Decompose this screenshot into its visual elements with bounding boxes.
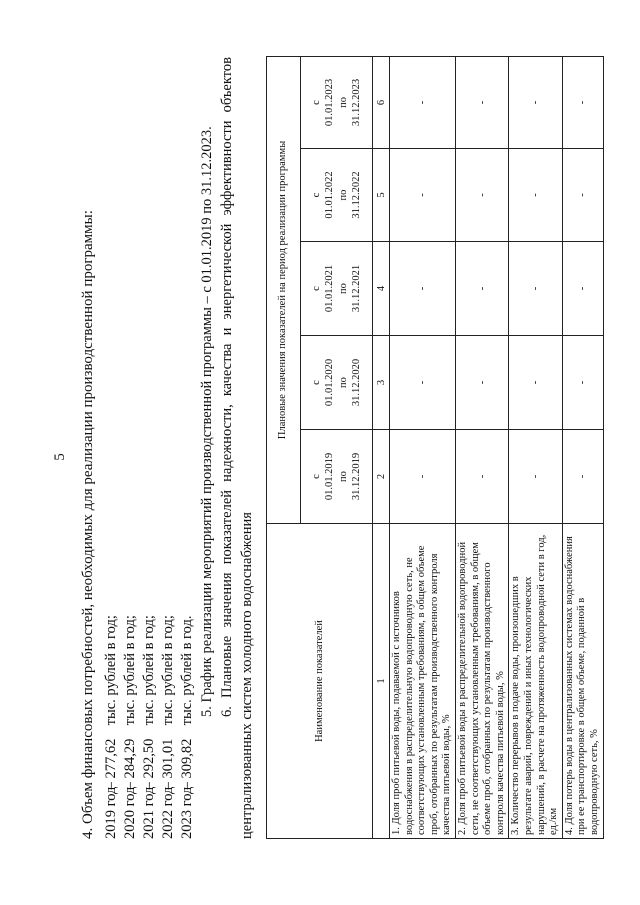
indicator-name: 2. Доля проб питьевой воды в распределительной водопроводной сети, не соответствующих установленным требованиям, в общем объеме проб, отобранных по результатам производственного контроля качества питьевой воды, %	[455, 524, 508, 839]
indicator-value: -	[509, 56, 562, 148]
period-start: 01.01.2023	[324, 78, 336, 127]
financing-by-year-list	[102, 615, 197, 839]
rotated-page-content	[48, 57, 600, 857]
table-row	[455, 56, 508, 838]
section-6-word: Плановые	[219, 635, 235, 698]
indicator-value: -	[509, 430, 562, 524]
period-to: по	[337, 377, 349, 388]
financing-year-item	[140, 615, 159, 839]
year-amount: – 277,62	[103, 738, 119, 790]
column-number: 1	[373, 524, 390, 839]
period-start: 01.01.2022	[324, 171, 336, 219]
year-unit: тыс. рублей в год;	[103, 615, 119, 726]
financing-year-item	[121, 615, 140, 839]
planned-values-header: Плановые значения показателей на период реализации программы	[267, 56, 301, 523]
indicator-name: 3. Количество перерывов в подаче воды, произошедших в результате аварий, повреждений и иных технологических нарушений, в расчете на протяженность водопроводной сети в год, ед./км	[509, 524, 562, 839]
year-unit: тыс. рублей в год;	[141, 615, 157, 726]
period-to: по	[337, 189, 349, 201]
year-label: 2022 год	[160, 786, 176, 839]
year-unit: тыс. рублей в год.	[179, 615, 195, 726]
indicator-value: -	[455, 430, 508, 524]
financing-year-item	[159, 615, 178, 839]
section-6-word: объектов	[219, 57, 235, 113]
period-to: по	[337, 97, 349, 108]
financing-year-item	[102, 615, 121, 839]
column-number: 3	[373, 336, 390, 430]
section-6-word: показателей	[219, 489, 235, 565]
table-row	[562, 56, 603, 838]
section-6-word: энергетической	[219, 223, 235, 320]
column-number: 6	[373, 56, 390, 148]
indicator-value: -	[455, 149, 508, 242]
indicator-value: -	[390, 336, 456, 430]
period-header	[301, 430, 373, 524]
section-6-word: значения	[219, 572, 235, 628]
period-header	[301, 56, 373, 148]
section-6-heading-line1	[219, 57, 236, 717]
section-6-word: и	[219, 327, 235, 336]
indicator-name: 1. Доля проб питьевой воды, подаваемой с источников водоснабжения в распределительную водопроводную сеть, не соответствующих установленным требованиям, в общем объеме проб, отобранных по результатам производственного контроля качества питьевой воды, %	[390, 524, 456, 839]
section-6-word: 6.	[219, 706, 235, 717]
period-from: с	[311, 380, 323, 385]
indicator-value: -	[562, 336, 603, 430]
year-amount: – 309,82	[179, 738, 195, 790]
column-number: 5	[373, 149, 390, 242]
section-6-word: качества	[219, 343, 235, 397]
period-header	[301, 149, 373, 242]
indicator-value: -	[390, 56, 456, 148]
page-number: 5	[52, 453, 68, 461]
indicator-value: -	[562, 56, 603, 148]
indicator-value: -	[562, 430, 603, 524]
period-to: по	[337, 283, 349, 294]
year-label: 2021 год	[141, 786, 157, 839]
year-unit: тыс. рублей в год;	[160, 615, 176, 726]
period-start: 01.01.2020	[324, 358, 336, 407]
period-header	[301, 336, 373, 430]
section-6-word: надежности,	[219, 404, 235, 482]
indicator-value: -	[455, 242, 508, 336]
section-4-heading: 4. Объем финансовых потребностей, необходимых для реализации производственной программы:	[80, 210, 96, 839]
indicator-name: 4. Доля потерь воды в централизованных системах водоснабжения при ее транспортировке в общем объеме, поданной в водопроводную сеть, %	[562, 524, 603, 839]
period-end: 31.12.2020	[350, 358, 362, 407]
year-label: 2020 год	[122, 786, 138, 839]
financing-year-item	[178, 615, 197, 839]
indicator-value: -	[509, 336, 562, 430]
indicator-value: -	[562, 242, 603, 336]
section-6-heading-line2: централизованных систем холодного водоснабжения	[239, 512, 255, 839]
year-amount: – 301,01	[160, 738, 176, 790]
period-end: 31.12.2023	[350, 78, 362, 127]
period-end: 31.12.2022	[350, 171, 362, 219]
indicator-value: -	[390, 149, 456, 242]
period-start: 01.01.2021	[324, 264, 336, 313]
period-header	[301, 242, 373, 336]
year-amount: – 284,29	[122, 738, 138, 790]
indicator-value: -	[509, 242, 562, 336]
section-5-text: 5. График реализации мероприятий производственной программы – с 01.01.2019 по 31.12.2023.	[199, 126, 215, 717]
indicators-table	[266, 56, 604, 839]
period-end: 31.12.2019	[350, 452, 362, 501]
section-6-word: эффективности	[219, 120, 235, 216]
year-label: 2019 год	[103, 786, 119, 839]
period-to: по	[337, 471, 349, 482]
period-start: 01.01.2019	[324, 452, 336, 501]
table-row	[390, 56, 456, 838]
column-number: 4	[373, 242, 390, 336]
year-label: 2023 год	[179, 786, 195, 839]
indicator-value: -	[562, 149, 603, 242]
period-from: с	[311, 100, 323, 105]
column-number: 2	[373, 430, 390, 524]
indicator-value: -	[455, 56, 508, 148]
period-from: с	[311, 286, 323, 291]
table-row	[509, 56, 562, 838]
period-from: с	[311, 474, 323, 479]
year-unit: тыс. рублей в год;	[122, 615, 138, 726]
period-end: 31.12.2021	[350, 264, 362, 313]
indicator-name-header: Наименование показателей	[267, 524, 373, 839]
year-amount: – 292,50	[141, 738, 157, 790]
indicator-value: -	[455, 336, 508, 430]
indicator-value: -	[390, 430, 456, 524]
indicator-value: -	[390, 242, 456, 336]
period-from: с	[311, 192, 323, 198]
indicator-value: -	[509, 149, 562, 242]
